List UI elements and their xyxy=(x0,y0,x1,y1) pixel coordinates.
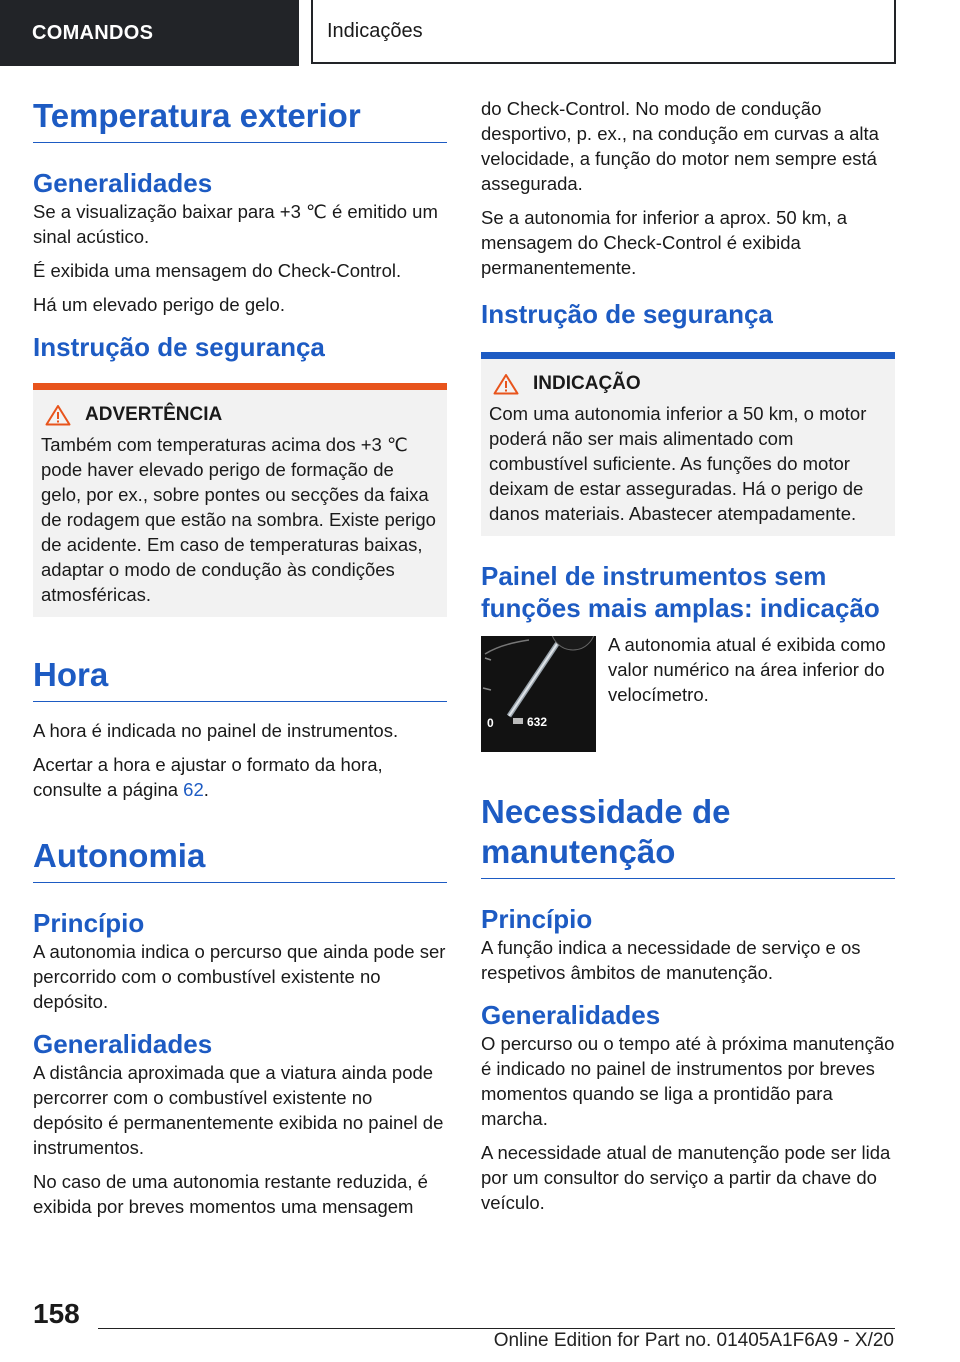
note-box xyxy=(481,352,895,536)
temperature-paragraph: Se a visualização baixar para +3 ℃ é emitido um sinal acústico. xyxy=(33,201,438,247)
warning-triangle-icon xyxy=(493,373,519,395)
manutencao-title: Necessidade de manutenção xyxy=(481,792,895,879)
warning-label: ADVERTÊNCIA xyxy=(85,404,223,425)
hora-paragraph: A hora é indicada no painel de instrumentos. xyxy=(33,720,399,741)
principio-heading: Princípio xyxy=(481,904,593,934)
general-heading: Generalidades xyxy=(33,1029,213,1059)
general-paragraph: O percurso ou o tempo até à próxima manutenção é indicado no painel de instrumentos por breves momentos quando se liga a prontidão para marcha. xyxy=(481,1033,895,1129)
page-header xyxy=(0,0,960,66)
safety-heading: Instrução de segurança xyxy=(481,299,773,329)
continued-paragraph: Se a autonomia for inferior a aprox. 50 km, a mensagem do Check-Control é exibida permanentemente. xyxy=(481,207,848,278)
warning-triangle-icon xyxy=(45,404,71,426)
page-number: 158 xyxy=(33,1298,80,1329)
painel-text: A autonomia atual é exibida como valor numérico na área inferior do velocímetro. xyxy=(608,634,886,705)
general-paragraph: No caso de uma autonomia restante reduzida, é exibida por breves momentos uma mensagem xyxy=(33,1171,428,1217)
temperature-paragraph: É exibida uma mensagem do Check-Control. xyxy=(33,260,402,281)
chapter-title: Indicações xyxy=(311,0,896,64)
hora-text: Acertar a hora e ajustar o formato da hora, consulte a página xyxy=(33,754,383,800)
figure-row xyxy=(481,636,895,752)
principio-text: A autonomia indica o percurso que ainda pode ser percorrido com o combustível existente no depósito. xyxy=(33,941,446,1012)
edition-info: Online Edition for Part no. 01405A1F6A9 - X/20 xyxy=(493,1330,894,1351)
autonomia-title: Autonomia xyxy=(33,836,447,883)
note-text: Com uma autonomia inferior a 50 km, o motor poderá não ser mais alimentado com combustível suficiente. As funções do motor deixam de estar asseguradas. Há o perigo de danos materiais. Abastecer atempadamente. xyxy=(489,403,867,524)
principio-text: A função indica a necessidade de serviço e os respetivos âmbitos de manutenção. xyxy=(481,937,861,983)
temperature-general-heading: Generalidades xyxy=(33,168,213,198)
general-heading: Generalidades xyxy=(481,1000,661,1030)
warning-text: Também com temperaturas acima dos +3 ℃ pode haver elevado perigo de formação de gelo, por ex., sobre pontes ou secções da faixa de rodagem que estão na sombra. Existe perigo de acidente. Em caso de temperaturas baixas, adaptar o modo de condução às condições atmosféricas. xyxy=(41,434,436,605)
temperature-title: Temperatura exterior xyxy=(33,96,447,143)
speedometer-graphic xyxy=(481,636,596,752)
speedometer-image xyxy=(481,636,596,752)
right-column xyxy=(481,96,895,1224)
general-paragraph: A distância aproximada que a viatura ainda pode percorrer com o combustível existente no depósito é permanentemente exibida no painel de instrumentos. xyxy=(33,1062,444,1158)
left-column xyxy=(33,96,447,1228)
principio-heading: Princípio xyxy=(33,908,145,938)
hora-paragraph xyxy=(33,752,447,802)
footer-divider xyxy=(98,1328,895,1329)
continued-paragraph: do Check-Control. No modo de condução desportivo, p. ex., na condução em curvas a alta velocidade, a função do motor nem sempre está assegurada. xyxy=(481,98,879,194)
temperature-paragraph: Há um elevado perigo de gelo. xyxy=(33,294,285,315)
note-label: INDICAÇÃO xyxy=(533,373,641,394)
warning-box xyxy=(33,383,447,617)
range-value: 632 xyxy=(527,715,548,729)
general-paragraph: A necessidade atual de manutenção pode ser lida por um consultor do serviço a partir da chave do veículo. xyxy=(481,1142,891,1213)
note-header xyxy=(489,373,887,395)
section-tab: COMANDOS xyxy=(0,0,299,66)
page-footer xyxy=(0,1298,960,1362)
speed-zero-label: 0 xyxy=(487,716,494,730)
hora-title: Hora xyxy=(33,655,447,702)
hora-text-end: . xyxy=(203,779,209,800)
painel-heading: Painel de instrumentos sem funções mais amplas: indicação xyxy=(481,561,880,623)
page-link[interactable]: 62 xyxy=(183,779,204,800)
warning-header xyxy=(41,404,439,426)
safety-heading: Instrução de segurança xyxy=(33,332,325,362)
